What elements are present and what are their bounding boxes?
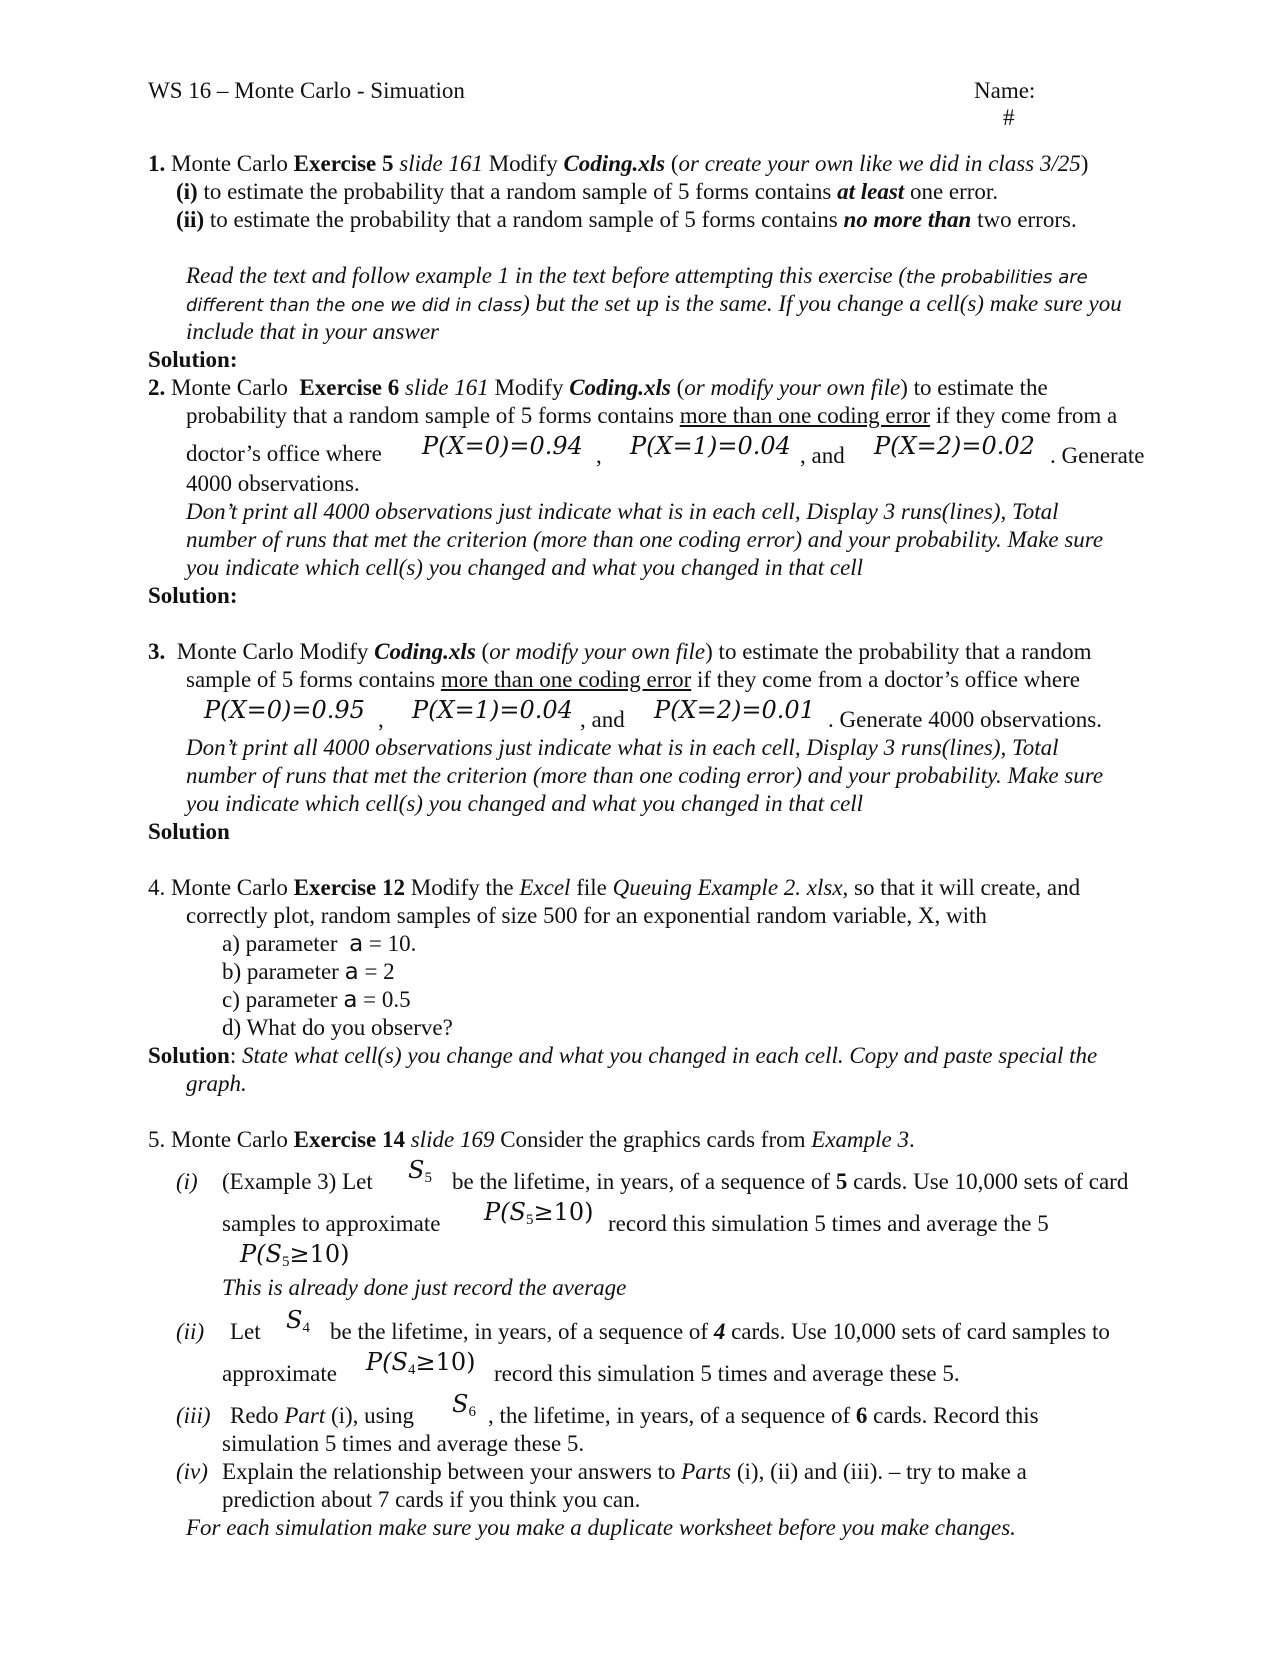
question-2-and: , and (800, 443, 845, 468)
question-5-part-i-prob-repeat: $P(S_5\ge 10)$ (240, 1240, 350, 1270)
name-label: Name: (974, 78, 1036, 103)
question-4-part-d: d) What do you observe? (222, 1015, 453, 1040)
question-2-prob-x0: P(X=0)=0.94 (422, 432, 583, 460)
question-5-part-ii-text: be the lifetime, in years, of a sequence of 4 cards. Use 10,000 sets of card samples to (330, 1319, 1110, 1344)
question-3-generate: . Generate 4000 observations. (828, 707, 1103, 732)
question-1-solution-label: Solution: (148, 347, 238, 372)
question-2-note-line-1: Don’t print all 4000 observations just indicate what is in each cell, Display 3 runs(lines), Total (186, 499, 1059, 524)
question-5-part-i-line-2b: record this simulation 5 times and average the 5 (608, 1211, 1049, 1236)
question-3-line-1: 3. Monte Carlo Modify Coding.xls (or modify your own file) to estimate the probability that a random (148, 639, 1092, 664)
question-1-line-1: 1. Monte Carlo Exercise 5 slide 161 Modify Coding.xls (or create your own like we did in class 3/25) (148, 151, 1089, 176)
question-5-part-iii-redo: Redo Part (i), using (230, 1403, 415, 1428)
question-5-part-iv-text: Explain the relationship between your answers to Parts (i), (ii) and (iii). – try to make a (222, 1459, 1027, 1484)
question-5-part-ii-let: Let (230, 1319, 261, 1344)
question-1-part-ii: (ii) to estimate the probability that a random sample of 5 forms contains no more than two errors. (176, 207, 1077, 232)
question-5-part-iv-label: (iv) (176, 1459, 208, 1484)
question-3-note-line-1: Don’t print all 4000 observations just indicate what is in each cell, Display 3 runs(lines), Total (186, 735, 1059, 760)
question-5-part-ii-line-2b: record this simulation 5 times and average these 5. (494, 1361, 960, 1386)
question-1-part-i: (i) to estimate the probability that a random sample of 5 forms contains at least one error. (176, 179, 999, 204)
question-5-s4-symbol: $S_4$ (286, 1306, 310, 1336)
question-2-note-line-3: you indicate which cell(s) you changed and what you changed in that cell (186, 555, 864, 580)
question-2-line-1: 2. Monte Carlo Exercise 6 slide 161 Modify Coding.xls (or modify your own file) to estimate the (148, 375, 1048, 400)
question-2-line-4: 4000 observations. (186, 471, 360, 496)
question-3-comma: , (378, 707, 384, 732)
worksheet-title: WS 16 – Monte Carlo - Simuation (148, 78, 465, 103)
question-4-line-1: 4. Monte Carlo Exercise 12 Modify the Excel file Queuing Example 2. xlsx, so that it will create, and (148, 875, 1081, 900)
question-5-part-ii-label: (ii) (176, 1319, 205, 1344)
question-4-part-b: b) parameter a = 2 (222, 959, 395, 985)
question-5-part-iii-label: (iii) (176, 1403, 211, 1428)
question-2-solution-label: Solution: (148, 583, 238, 608)
question-5-part-i-prob: $P(S_5\ge 10)$ (484, 1198, 594, 1228)
question-2-comma: , (596, 443, 602, 468)
question-3-solution-label: Solution (148, 819, 230, 844)
question-3-line-2: sample of 5 forms contains more than one coding error if they come from a doctor’s office where (186, 667, 1080, 692)
question-3-note-line-2: number of runs that met the criterion (more than one coding error) and your probability. Make sure (186, 763, 1104, 788)
number-label: # (1003, 105, 1015, 130)
question-5-part-i-let: (Example 3) Let (222, 1169, 373, 1194)
question-5-part-i-line-3: This is already done just record the average (222, 1275, 627, 1300)
question-3-prob-x2: P(X=2)=0.01 (654, 696, 815, 724)
question-5-part-i-label: (i) (176, 1169, 198, 1194)
question-5-part-i-text: be the lifetime, in years, of a sequence of 5 cards. Use 10,000 sets of card (452, 1169, 1129, 1194)
question-4-part-c: c) parameter a = 0.5 (222, 987, 411, 1013)
question-5-s5-symbol: $S_5$ (408, 1156, 432, 1186)
question-4-solution-line-2: graph. (186, 1071, 247, 1096)
question-5-part-i-line-2a: samples to approximate (222, 1211, 441, 1236)
question-1-note-line-3: include that in your answer (186, 319, 439, 344)
question-5-part-iv-line-2: prediction about 7 cards if you think you can. (222, 1487, 641, 1512)
question-3-prob-x1: P(X=1)=0.04 (412, 696, 573, 724)
question-3-prob-x0: P(X=0)=0.95 (204, 696, 365, 724)
question-4-part-a: a) parameter a = 10. (222, 931, 417, 957)
question-1-note-line-1: Read the text and follow example 1 in the text before attempting this exercise (the probabilities are (186, 263, 1088, 288)
question-2-line-2: probability that a random sample of 5 forms contains more than one coding error if they come from a (186, 403, 1118, 428)
question-2-prob-x1: P(X=1)=0.04 (630, 432, 791, 460)
question-5-s6-symbol: $S_6$ (452, 1390, 476, 1420)
question-5-part-ii-prob: $P(S_4\ge 10)$ (366, 1348, 476, 1378)
question-5-part-iii-line-2: simulation 5 times and average these 5. (222, 1431, 585, 1456)
question-2-line-3-text: doctor’s office where (186, 441, 382, 466)
question-4-line-2: correctly plot, random samples of size 500 for an exponential random variable, X, with (186, 903, 987, 928)
question-5-part-ii-line-2a: approximate (222, 1361, 337, 1386)
question-2-note-line-2: number of runs that met the criterion (more than one coding error) and your probability. Make sure (186, 527, 1104, 552)
question-5-final-note: For each simulation make sure you make a duplicate worksheet before you make changes. (186, 1515, 1016, 1540)
question-4-solution-line-1: Solution: State what cell(s) you change and what you changed in each cell. Copy and paste special the (148, 1043, 1098, 1068)
question-5-part-iii-text: , the lifetime, in years, of a sequence of 6 cards. Record this (488, 1403, 1039, 1428)
question-3-note-line-3: you indicate which cell(s) you changed and what you changed in that cell (186, 791, 864, 816)
question-3-and: , and (580, 707, 625, 732)
question-2-generate: . Generate (1050, 443, 1145, 468)
question-1-note-line-2: different than the one we did in class) but the set up is the same. If you change a cell(s) make sure you (186, 291, 1122, 316)
question-2-prob-x2: P(X=2)=0.02 (874, 432, 1035, 460)
question-5-line-1: 5. Monte Carlo Exercise 14 slide 169 Consider the graphics cards from Example 3. (148, 1127, 915, 1152)
